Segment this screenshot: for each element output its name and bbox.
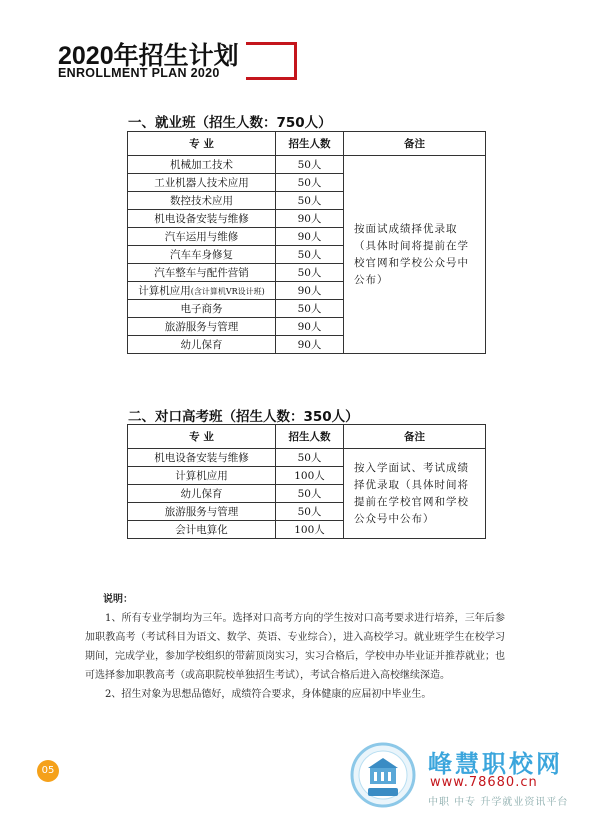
major-cell: 幼儿保育 [128, 336, 276, 354]
column-header-major: 专 业 [128, 132, 276, 156]
count-cell: 50人 [276, 156, 344, 174]
table-header-row [128, 425, 486, 449]
count-cell: 100人 [276, 521, 344, 539]
count-cell: 50人 [276, 264, 344, 282]
table-header-row [128, 132, 486, 156]
major-cell: 数控技术应用 [128, 192, 276, 210]
major-cell: 旅游服务与管理 [128, 318, 276, 336]
count-cell: 50人 [276, 300, 344, 318]
column-header-note: 备注 [344, 132, 486, 156]
school-logo-icon [350, 742, 416, 808]
count-cell: 90人 [276, 228, 344, 246]
notes-label: 说明： [103, 594, 133, 605]
section1-title: 一、就业班（招生人数：750人） [128, 115, 332, 131]
column-header-count: 招生人数 [276, 425, 344, 449]
count-cell: 90人 [276, 210, 344, 228]
watermark-title: 峰慧职校网 [428, 750, 563, 778]
major-cell: 工业机器人技术应用 [128, 174, 276, 192]
major-cell [128, 282, 276, 300]
major-cell: 机电设备安装与维修 [128, 449, 276, 467]
section1-table [127, 131, 486, 354]
count-cell: 90人 [276, 318, 344, 336]
page-number: 05 [37, 760, 59, 782]
major-cell: 汽车车身修复 [128, 246, 276, 264]
table-row [128, 449, 486, 467]
count-cell: 50人 [276, 246, 344, 264]
table-row [128, 156, 486, 174]
count-cell: 50人 [276, 485, 344, 503]
major-name: 计算机应用 [138, 285, 191, 297]
column-header-major: 专 业 [128, 425, 276, 449]
count-cell: 50人 [276, 449, 344, 467]
page-subtitle: ENROLLMENT PLAN 2020 [58, 66, 220, 80]
count-cell: 90人 [276, 282, 344, 300]
notes-paragraph-1: 1、所有专业学制均为三年。选择对口高考方向的学生按对口高考要求进行培养，三年后参加职教高考（考试科目为语文、数学、英语、专业综合），进入高校学习。就业班学生在校学习期间，完成学业，参加学校组织的带薪顶岗实习，实习合格后，学校申办毕业证并推荐就业；也可选择参加职教高考（或高职院校单独招生考试），考试合格后进入高校继续深造。 [85, 613, 505, 681]
notes-block [85, 590, 505, 704]
major-cell: 幼儿保育 [128, 485, 276, 503]
note-cell: 按面试成绩择优录取（具体时间将提前在学校官网和学校公众号中公布） [344, 156, 486, 354]
column-header-count: 招生人数 [276, 132, 344, 156]
section2-title: 二、对口高考班（招生人数：350人） [128, 409, 359, 425]
title-accent-frame [246, 42, 297, 80]
count-cell: 50人 [276, 503, 344, 521]
major-subnote: (含计算机VR设计班) [190, 287, 265, 296]
major-cell: 机电设备安装与维修 [128, 210, 276, 228]
major-cell: 机械加工技术 [128, 156, 276, 174]
major-cell: 电子商务 [128, 300, 276, 318]
major-cell: 计算机应用 [128, 467, 276, 485]
count-cell: 90人 [276, 336, 344, 354]
watermark-url: www.78680.cn [430, 775, 538, 790]
notes-paragraph-2: 2、招生对象为思想品德好，成绩符合要求，身体健康的应届初中毕业生。 [105, 689, 432, 700]
major-cell: 汽车整车与配件营销 [128, 264, 276, 282]
section2-table [127, 424, 486, 539]
major-cell: 汽车运用与维修 [128, 228, 276, 246]
count-cell: 50人 [276, 174, 344, 192]
count-cell: 50人 [276, 192, 344, 210]
page-title: 2020年招生计划 [58, 42, 239, 70]
major-cell: 旅游服务与管理 [128, 503, 276, 521]
column-header-note: 备注 [344, 425, 486, 449]
watermark-slogan: 中职 中专 升学就业资讯平台 [428, 797, 569, 808]
major-cell: 会计电算化 [128, 521, 276, 539]
note-cell: 按入学面试、考试成绩择优录取（具体时间将提前在学校官网和学校公众号中公布） [344, 449, 486, 539]
count-cell: 100人 [276, 467, 344, 485]
